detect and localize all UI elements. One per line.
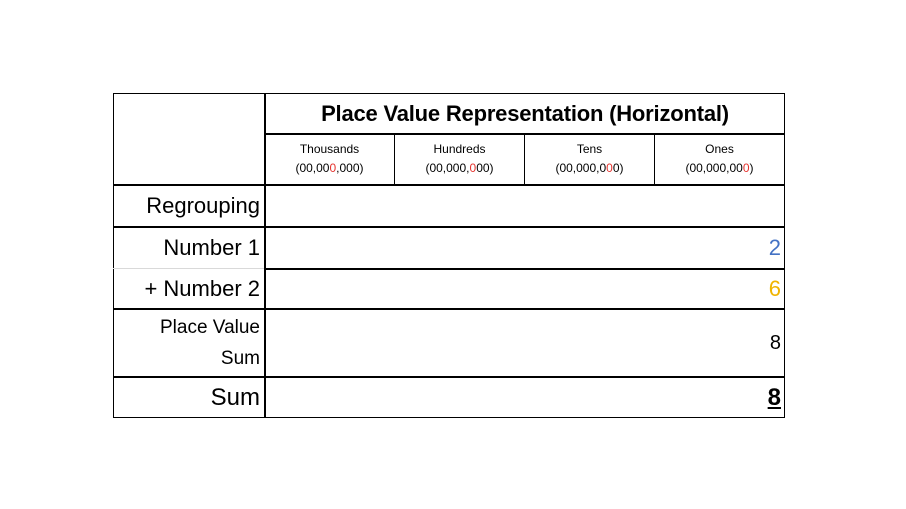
table-title: Place Value Representation (Horizontal) <box>321 101 729 126</box>
column-name: Thousands <box>299 142 360 156</box>
column-tens <box>525 134 654 184</box>
place-value-sum-label-line2: Sum <box>220 348 260 369</box>
column-ones <box>655 134 784 184</box>
column-pattern: (00,000,000) <box>295 161 364 175</box>
sum-value-cell <box>267 378 781 418</box>
place-value-sum-value: 8 <box>769 331 781 354</box>
number2-value: 6 <box>768 275 781 301</box>
column-name: Hundreds <box>433 142 486 156</box>
number1-label: Number 1 <box>163 235 260 260</box>
column-pattern: (00,000,000) <box>555 161 624 175</box>
column-pattern: (00,000,000) <box>425 161 494 175</box>
place-value-sum-label-line1: Place Value <box>160 317 260 338</box>
column-pattern: (00,000,000) <box>685 161 754 175</box>
sum-value: 8 <box>767 384 781 411</box>
column-thousands <box>265 134 394 184</box>
sum-label: Sum <box>210 384 260 411</box>
column-name: Tens <box>576 142 603 156</box>
number2-label: + Number 2 <box>144 275 260 301</box>
regrouping-value <box>267 186 781 226</box>
place-value-sum-label <box>114 310 260 376</box>
regrouping-label: Regrouping <box>146 193 260 218</box>
number1-value: 2 <box>768 235 781 260</box>
column-name: Ones <box>705 142 734 156</box>
column-hundreds <box>395 134 524 184</box>
